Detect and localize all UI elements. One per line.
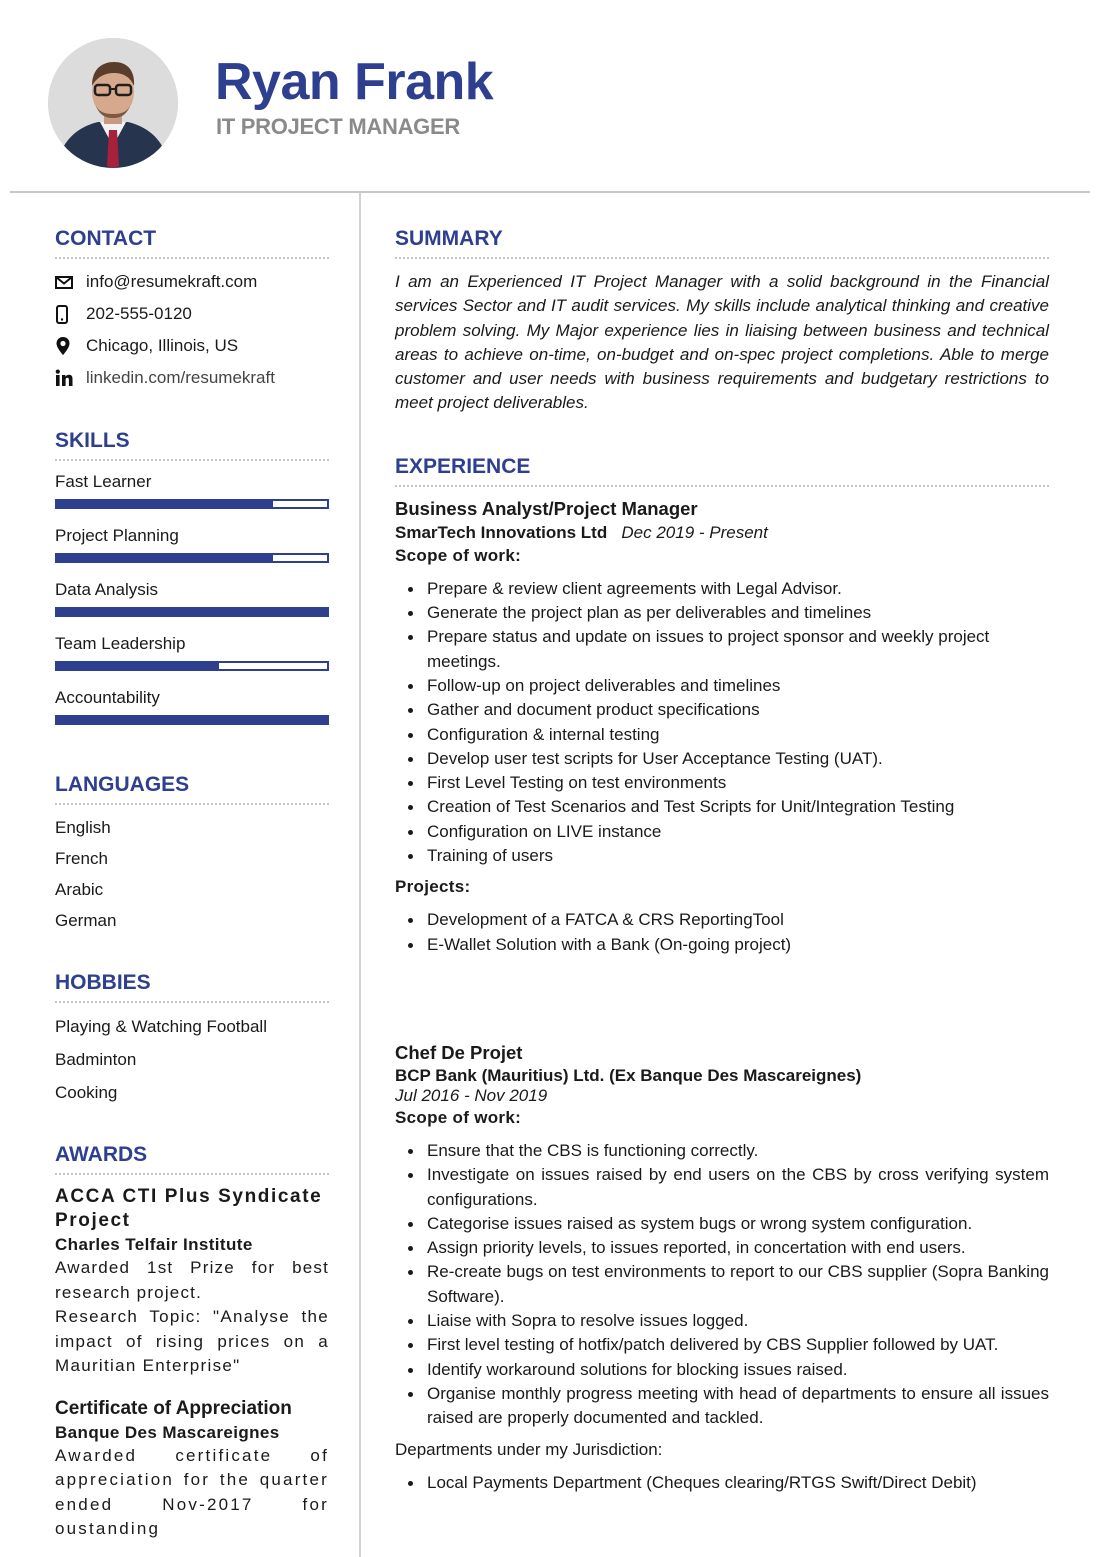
hobby-item: Badminton: [55, 1050, 137, 1069]
job-dates: Jul 2016 - Nov 2019: [395, 1085, 548, 1105]
summary-heading: SUMMARY: [395, 226, 1049, 259]
list-item: Configuration on LIVE instance: [395, 820, 1049, 844]
summary-text: I am an Experienced IT Project Manager with a solid background in the Financial services Sector and IT audit services. My skills include analytical thinking and creative problem solving. My Major experience lies in liaising between business and technical areas to achieve on-time, on-budget and on-spec project completions. Able to merge customer and user needs with business requirements and budgetary restrictions to meet project deliverables.: [395, 272, 1049, 413]
skills-section: [55, 428, 329, 725]
job-company: SmarTech Innovations Ltd: [395, 522, 608, 542]
hobby-item: Playing & Watching Football: [55, 1017, 267, 1036]
profile-photo: [48, 38, 178, 168]
award-title: ACCA CTI Plus Syndicate Project: [55, 1186, 323, 1231]
person-portrait-icon: [48, 38, 178, 168]
list-item: Develop user test scripts for User Acceptance Testing (UAT).: [395, 747, 1049, 771]
skill-bar: [55, 661, 329, 671]
scope-label: Scope of work:: [395, 1107, 522, 1127]
list-item: Organise monthly progress meeting with head of departments to ensure all issues raised are properly documented and tackled.: [395, 1382, 1049, 1431]
job-company: BCP Bank (Mauritius) Ltd. (Ex Banque Des Mascareignes): [395, 1065, 862, 1085]
projects-label: Projects:: [395, 877, 471, 897]
location-pin-icon: [55, 336, 86, 356]
list-item: Creation of Test Scenarios and Test Scripts for Unit/Integration Testing: [395, 795, 1049, 819]
experience-heading: EXPERIENCE: [395, 454, 1049, 487]
contact-email[interactable]: [55, 266, 329, 298]
skill-bar: [55, 715, 329, 725]
languages-heading: LANGUAGES: [55, 772, 329, 805]
list-item: Liaise with Sopra to resolve issues logged.: [395, 1309, 1049, 1333]
list-item: Development of a FATCA & CRS ReportingTool: [395, 908, 1049, 932]
skill-level-fill: [57, 717, 327, 723]
scope-list: [395, 1139, 1049, 1431]
award-description: Awarded certificate of appreciation for the quarter ended Nov-2017 for oustanding: [55, 1445, 329, 1538]
list-item: Prepare & review client agreements with Legal Advisor.: [395, 577, 1049, 601]
departments-label: Departments under my Jurisdiction:: [395, 1439, 663, 1459]
list-item: Follow-up on project deliverables and timelines: [395, 674, 1049, 698]
candidate-name: Ryan Frank: [215, 53, 494, 111]
contact-linkedin[interactable]: [55, 362, 329, 394]
list-item: E-Wallet Solution with a Bank (On-going project): [395, 933, 1049, 957]
list-item: Assign priority levels, to issues reported, in concertation with end users.: [395, 1236, 1049, 1260]
award-item: [55, 1397, 329, 1542]
mail-icon: [55, 276, 86, 289]
contact-linkedin-text: linkedin.com/resumekraft: [86, 368, 275, 387]
job-title: Business Analyst/Project Manager: [395, 497, 698, 519]
resume-header: [0, 0, 1100, 192]
phone-icon: [55, 305, 86, 324]
list-item: Gather and document product specifications: [395, 698, 1049, 722]
scope-label: Scope of work:: [395, 545, 522, 565]
contact-location: [55, 330, 329, 362]
job-dates-line: [395, 1086, 1049, 1106]
column-divider: [359, 193, 361, 1557]
scope-list: [395, 577, 1049, 869]
linkedin-icon: [55, 369, 86, 387]
hobbies-section: [55, 970, 329, 1109]
contact-section: [55, 226, 329, 394]
summary-section: [395, 226, 1049, 416]
skills-heading: SKILLS: [55, 428, 329, 461]
list-item: Training of users: [395, 844, 1049, 868]
awards-heading: AWARDS: [55, 1142, 329, 1175]
skill-bar: [55, 499, 329, 509]
language-item: Arabic: [55, 880, 104, 899]
skill-bar: [55, 553, 329, 563]
award-description: Research Topic: "Analyse the impact of rising prices on a Mauritian Enterprise": [55, 1307, 329, 1375]
skill-item: [55, 525, 329, 563]
list-item: Generate the project plan as per deliverables and timelines: [395, 601, 1049, 625]
contact-phone-text: 202-555-0120: [86, 304, 192, 323]
skill-bar: [55, 607, 329, 617]
award-item: [55, 1185, 329, 1379]
contact-heading: CONTACT: [55, 226, 329, 259]
contact-email-text: info@resumekraft.com: [86, 272, 258, 291]
award-description: Awarded 1st Prize for best research project.: [55, 1258, 329, 1302]
skill-level-fill: [57, 555, 273, 561]
list-item: Configuration & internal testing: [395, 723, 1049, 747]
skill-label: Team Leadership: [55, 634, 186, 653]
list-item: First level testing of hotfix/patch delivered by CBS Supplier followed by UAT.: [395, 1333, 1049, 1357]
job-title: Chef De Projet: [395, 1041, 523, 1063]
skill-label: Data Analysis: [55, 580, 158, 599]
skill-level-fill: [57, 609, 327, 615]
experience-section: [395, 454, 1049, 1495]
language-item: French: [55, 849, 108, 868]
skill-label: Accountability: [55, 688, 160, 707]
skill-item: [55, 687, 329, 725]
list-item: Ensure that the CBS is functioning correctly.: [395, 1139, 1049, 1163]
job-company-line: [395, 521, 1049, 544]
candidate-title: IT PROJECT MANAGER: [216, 114, 460, 139]
right-column: [395, 226, 1049, 1495]
award-title: Certificate of Appreciation: [55, 1397, 292, 1419]
hobbies-heading: HOBBIES: [55, 970, 329, 1003]
skill-level-fill: [57, 501, 273, 507]
left-column: [55, 226, 329, 1542]
award-organization: Banque Des Mascareignes: [55, 1422, 280, 1442]
list-item: First Level Testing on test environments: [395, 771, 1049, 795]
award-organization: Charles Telfair Institute: [55, 1235, 253, 1254]
job-company-line: [395, 1065, 1049, 1086]
language-item: English: [55, 818, 111, 837]
skill-item: [55, 471, 329, 509]
list-item: Identify workaround solutions for blocking issues raised.: [395, 1358, 1049, 1382]
header-divider: [10, 191, 1090, 193]
awards-section: [55, 1142, 329, 1542]
skill-level-fill: [57, 663, 219, 669]
job-dates: Dec 2019 - Present: [621, 522, 768, 542]
skill-label: Fast Learner: [55, 472, 152, 491]
list-item: Prepare status and update on issues to project sponsor and weekly project meetings.: [395, 625, 1049, 674]
projects-list: [395, 908, 1049, 957]
hobby-item: Cooking: [55, 1083, 118, 1102]
contact-location-text: Chicago, Illinois, US: [86, 336, 239, 355]
list-item: Categorise issues raised as system bugs or wrong system configuration.: [395, 1212, 1049, 1236]
list-item: Investigate on issues raised by end users on the CBS by cross verifying system configurations.: [395, 1163, 1049, 1212]
skill-item: [55, 579, 329, 617]
skill-label: Project Planning: [55, 526, 179, 545]
language-item: German: [55, 911, 117, 930]
skill-item: [55, 633, 329, 671]
languages-section: [55, 772, 329, 936]
list-item: Local Payments Department (Cheques clearing/RTGS Swift/Direct Debit): [395, 1471, 1049, 1495]
contact-phone: [55, 298, 329, 330]
departments-list: [395, 1471, 1049, 1495]
job-entry: [395, 497, 1049, 957]
list-item: Re-create bugs on test environments to report to our CBS supplier (Sopra Banking Software).: [395, 1260, 1049, 1309]
job-entry: [395, 1041, 1049, 1495]
